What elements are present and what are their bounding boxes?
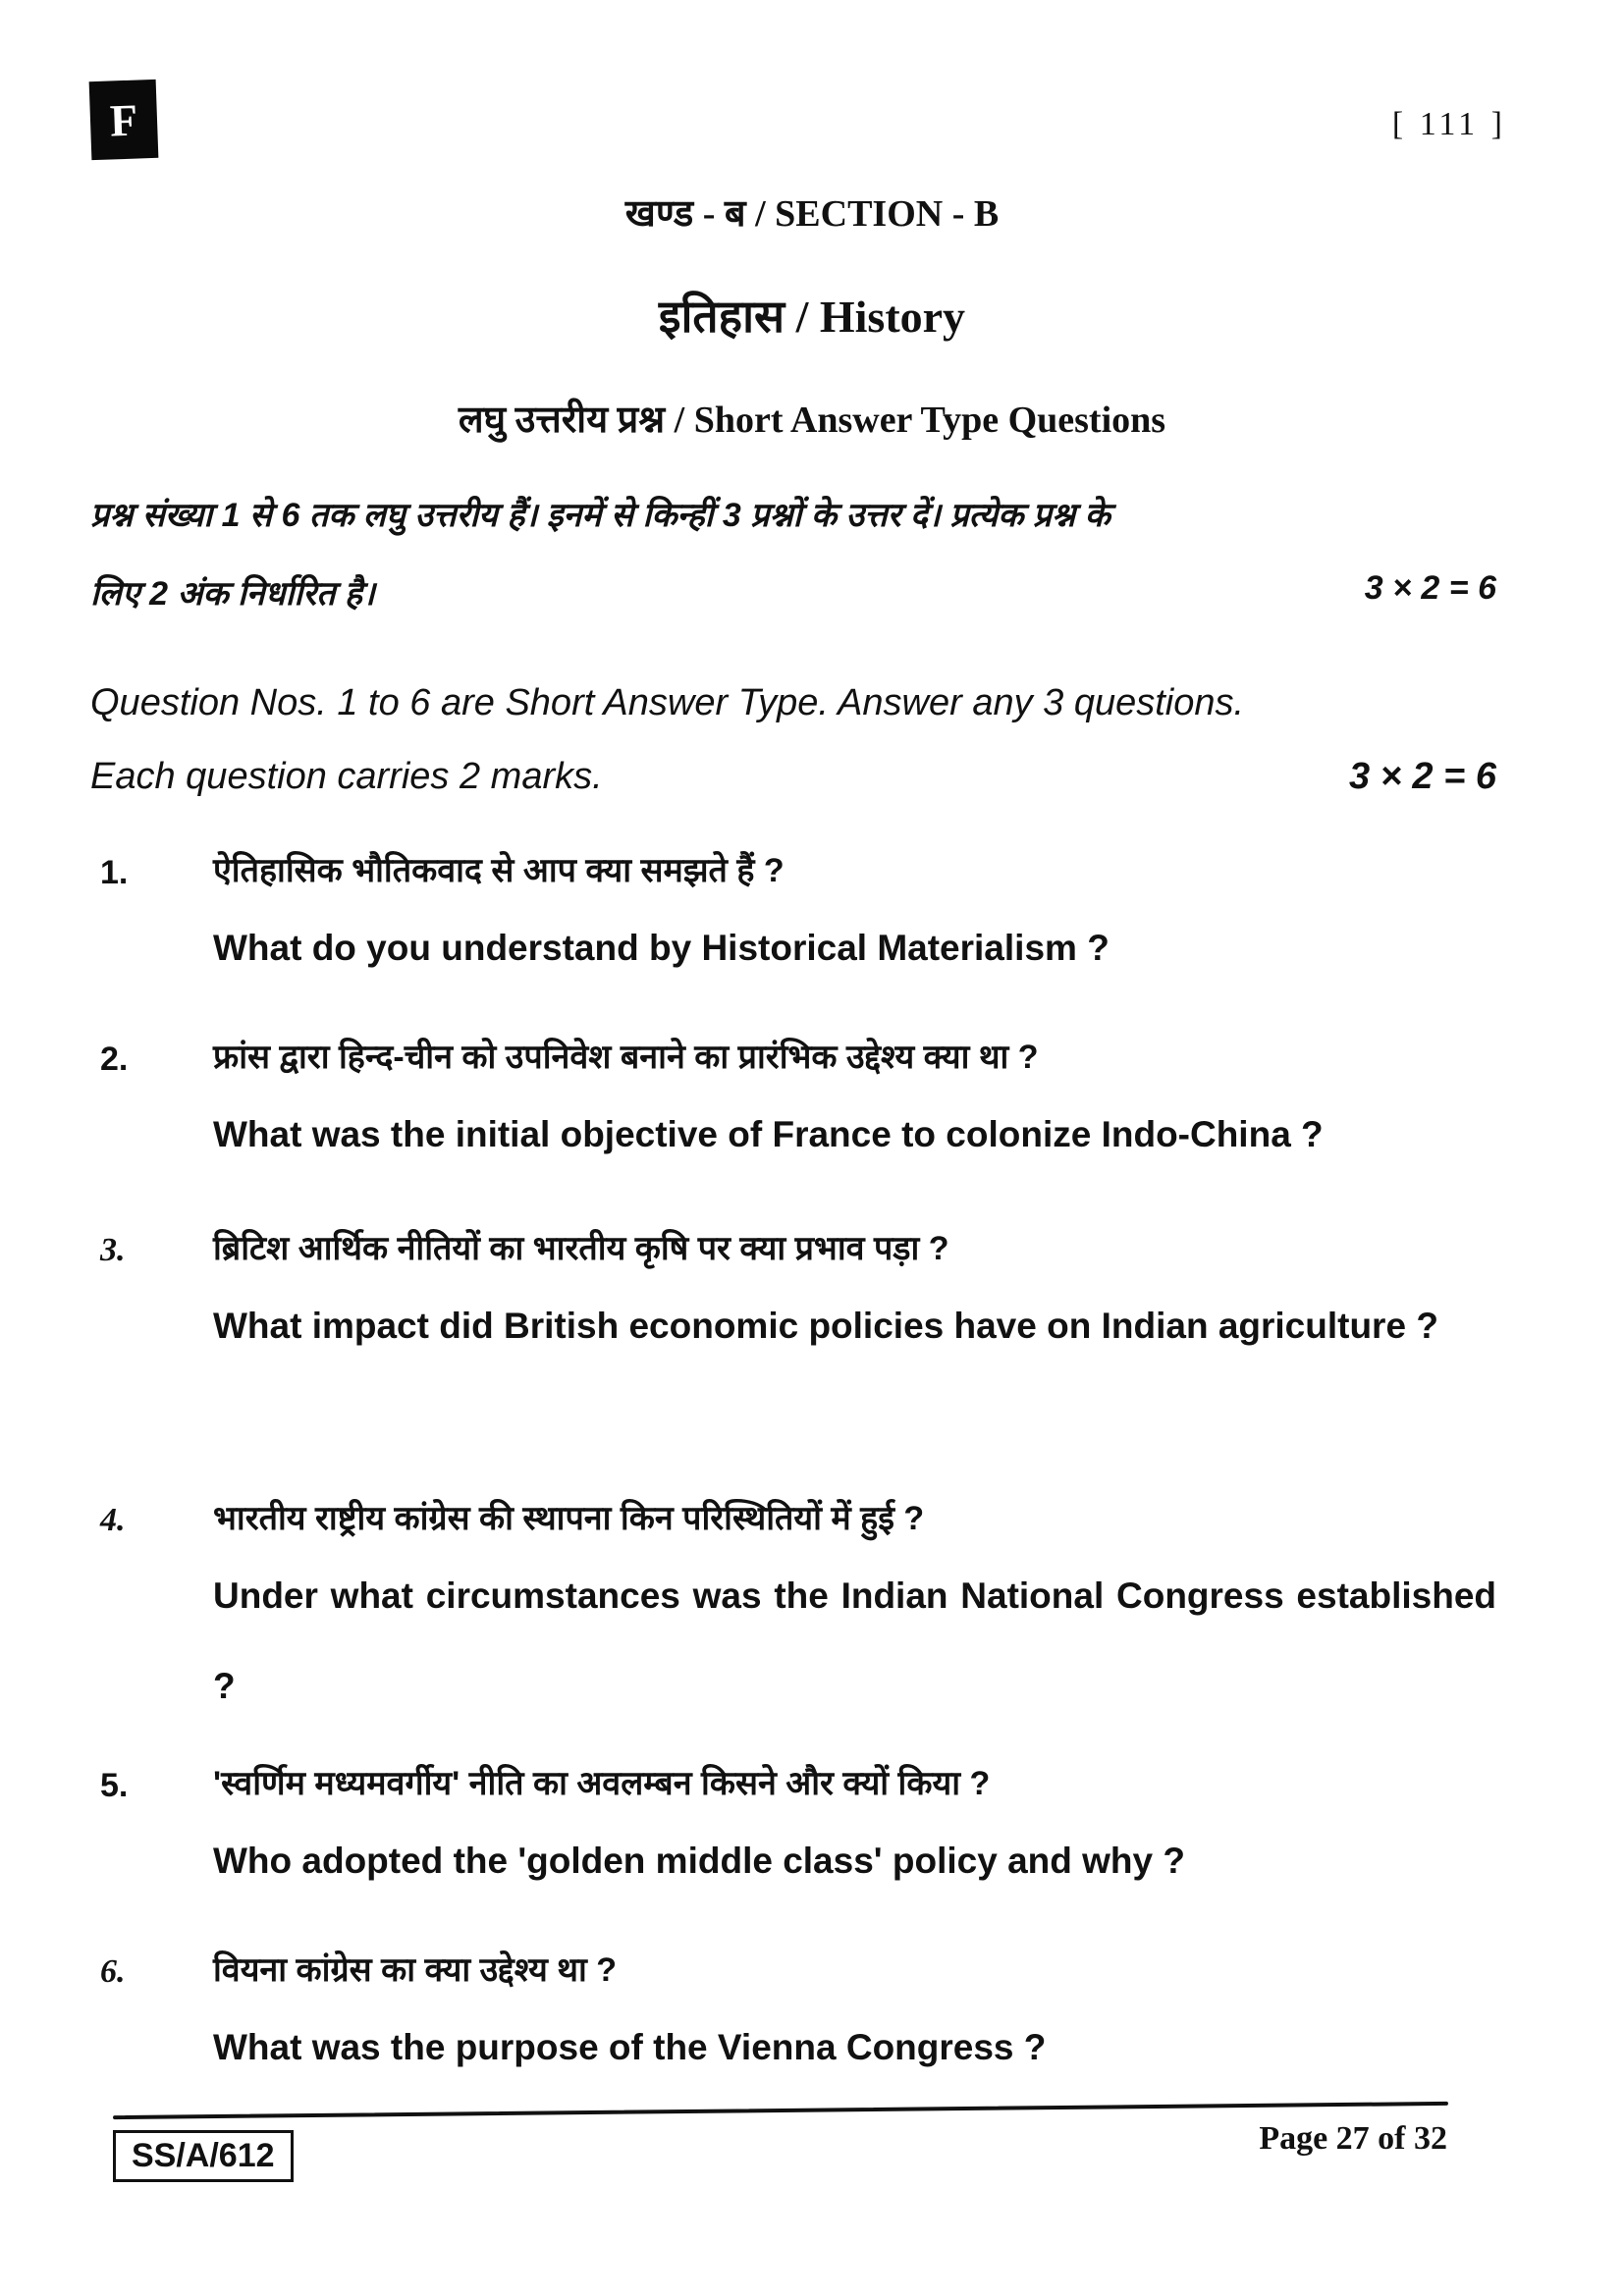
question-english: What was the initial objective of France to colonize Indo-China ?	[213, 1114, 1324, 1154]
question-hindi: 'स्वर्णिम मध्यमवर्गीय' नीति का अवलम्बन किसने और क्यों किया ?	[213, 1765, 991, 1802]
footer-divider	[113, 2102, 1448, 2119]
instructions-hindi-line1: प्रश्न संख्या 1 से 6 तक लघु उत्तरीय हैं। इनमें से किन्हीं 3 प्रश्नों के उत्तर दें। प्रत्येक प्रश्न के	[90, 497, 1110, 534]
question-number: 1.	[100, 854, 129, 891]
question-english: Under what circumstances was the Indian National Congress established ?	[213, 1575, 1496, 1706]
instructions-hindi-line2-row	[90, 569, 1496, 614]
page-number: Page 27 of 32	[1259, 2120, 1447, 2157]
marks-hindi: 3 × 2 = 6	[1364, 569, 1496, 607]
question-english: What impact did British economic policies have on Indian agriculture ?	[213, 1306, 1438, 1346]
question-number: 5.	[100, 1767, 129, 1804]
footer-paper-code: SS/A/612	[113, 2130, 294, 2182]
instructions-english-line1: Question Nos. 1 to 6 are Short Answer Type. Answer any 3 questions.	[90, 682, 1245, 723]
set-code-badge: F	[89, 80, 159, 160]
question-english: What was the purpose of the Vienna Congress ?	[213, 2027, 1047, 2067]
section-title: खण्ड - ब / SECTION - B	[624, 193, 1000, 235]
question-number-ticked: 4.	[100, 1502, 126, 1538]
question-hindi: ऐतिहासिक भौतिकवाद से आप क्या समझते हैं ?	[213, 852, 785, 889]
question-type-title: लघु उत्तरीय प्रश्न / Short Answer Type Questions	[458, 400, 1166, 441]
question-hindi: भारतीय राष्ट्रीय कांग्रेस की स्थापना किन परिस्थितियों में हुई ?	[213, 1500, 925, 1537]
question-hindi: फ्रांस द्वारा हिन्द-चीन को उपनिवेश बनाने का प्रारंभिक उद्देश्य क्या था ?	[213, 1039, 1039, 1076]
question-number-ticked: 3.	[100, 1232, 126, 1268]
question-english: Who adopted the 'golden middle class' policy and why ?	[213, 1841, 1185, 1881]
marks-english: 3 × 2 = 6	[1348, 756, 1496, 797]
question-number-ticked: 6.	[100, 1953, 126, 1990]
paper-code-top: [ 111 ]	[1391, 106, 1506, 142]
instructions-hindi-line2: लिए 2 अंक निर्धारित है।	[90, 575, 375, 613]
instructions-english-line2-row	[90, 756, 1496, 798]
question-english: What do you understand by Historical Materialism ?	[213, 928, 1110, 968]
question-number: 2.	[100, 1041, 129, 1078]
subject-title: इतिहास / History	[658, 292, 966, 342]
question-hindi: ब्रिटिश आर्थिक नीतियों का भारतीय कृषि पर क्या प्रभाव पड़ा ?	[213, 1230, 949, 1267]
question-hindi: वियना कांग्रेस का क्या उद्देश्य था ?	[213, 1951, 618, 1989]
instructions-english-line2: Each question carries 2 marks.	[90, 756, 603, 797]
